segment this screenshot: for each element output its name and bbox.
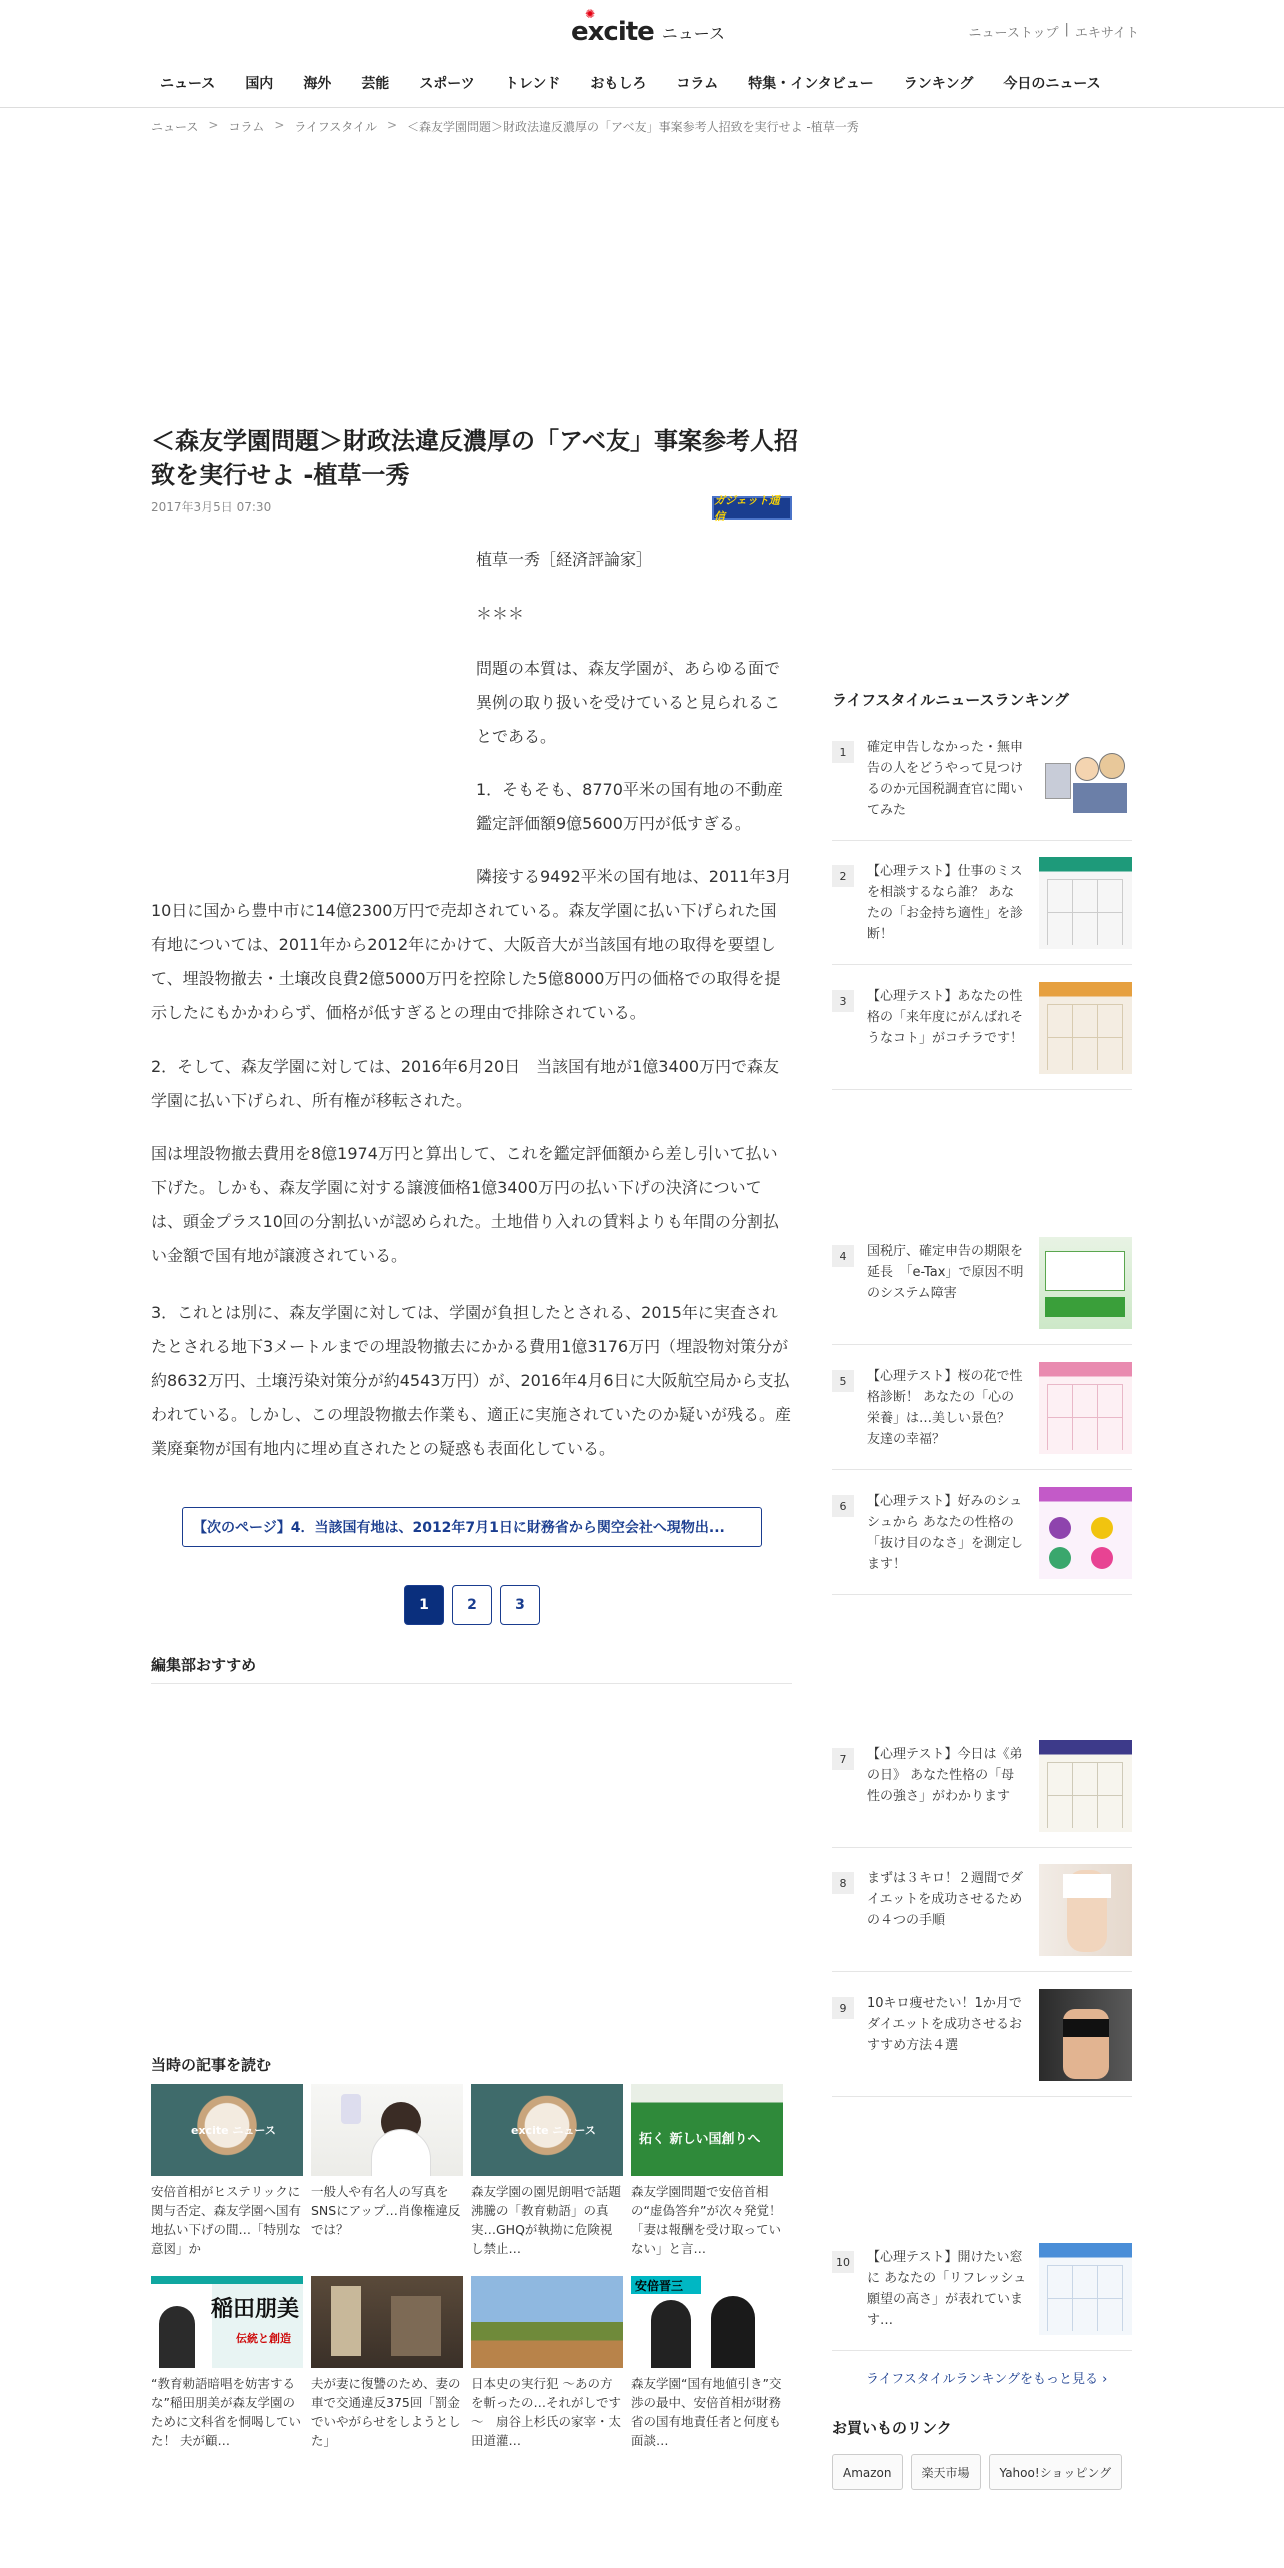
ranking-item[interactable] bbox=[832, 1362, 1132, 1470]
logo-sub: ニュース bbox=[661, 23, 725, 43]
breadcrumb-column[interactable]: コラム bbox=[228, 120, 265, 134]
article-date: 2017年3月5日 07:30 bbox=[151, 500, 272, 514]
article-thumbnail bbox=[471, 2084, 623, 2176]
thumb-caption: excite ニュース bbox=[191, 2124, 276, 2137]
excite-logo[interactable] bbox=[571, 7, 725, 52]
thumb-caption: 安倍晋三 bbox=[635, 2279, 684, 2293]
nav-trend[interactable]: トレンド bbox=[504, 76, 561, 92]
rank-thumbnail bbox=[1039, 1362, 1132, 1454]
nav-entertainment[interactable]: 芸能 bbox=[361, 76, 390, 92]
rank-number: 8 bbox=[832, 1872, 854, 1894]
source-badge[interactable]: ガジェット通信 bbox=[712, 496, 792, 520]
article-title: ＜森友学園問題＞財政法違反濃厚の「アベ友」事案参考人招致を実行せよ -植草一秀 bbox=[151, 427, 799, 489]
news-top-link[interactable]: ニューストップ bbox=[968, 26, 1059, 41]
excite-link[interactable]: エキサイト bbox=[1074, 26, 1139, 41]
nav-domestic[interactable]: 国内 bbox=[245, 76, 274, 92]
past-article-text: 一般人や有名人の写真をSNSにアップ…肖像権違反では？ bbox=[311, 2184, 461, 2237]
rank-number: 1 bbox=[832, 741, 854, 763]
article-thumbnail bbox=[311, 2276, 463, 2368]
more-ranking-link[interactable]: ライフスタイルランキングをもっと見る › bbox=[866, 2372, 1108, 2387]
ranking-item[interactable] bbox=[832, 2243, 1132, 2351]
breadcrumb-sep: > bbox=[386, 118, 398, 132]
article-paragraph: 2．そして、森友学園に対しては、2016年6月20日 当該国有地が1億3400万円で森友学園に払い下げられ、所有権が移転された。 bbox=[151, 1057, 780, 1110]
rank-thumbnail bbox=[1039, 1237, 1132, 1329]
rank-thumbnail bbox=[1039, 1864, 1132, 1956]
breadcrumb-sep: > bbox=[274, 118, 285, 132]
article-thumbnail bbox=[151, 2084, 303, 2176]
ranking-item[interactable] bbox=[832, 1740, 1132, 1848]
past-article-card[interactable] bbox=[151, 2084, 303, 2258]
breadcrumb bbox=[151, 118, 859, 135]
nav-sports[interactable]: スポーツ bbox=[419, 76, 475, 92]
past-article-text: 森友学園の園児朗唱で話題沸騰の「教育勅語」の真実…GHQが執拗に危険視し禁止… bbox=[471, 2184, 622, 2256]
rank-thumbnail bbox=[1039, 1487, 1132, 1579]
top-links bbox=[969, 22, 1139, 41]
rank-title: まずは３キロ！２週間でダイエットを成功させるための４つの手順 bbox=[867, 1871, 1024, 1928]
ranking-item[interactable] bbox=[832, 1237, 1132, 1345]
past-article-card[interactable] bbox=[471, 2084, 623, 2258]
breadcrumb-sep: > bbox=[208, 118, 219, 132]
nav-features[interactable]: 特集・インタビュー bbox=[748, 76, 874, 92]
rank-number: 6 bbox=[832, 1495, 854, 1517]
rank-number: 7 bbox=[832, 1748, 854, 1770]
rank-thumbnail bbox=[1039, 733, 1132, 825]
yahoo-shopping-link[interactable]: Yahoo!ショッピング bbox=[989, 2454, 1123, 2490]
rank-number: 3 bbox=[832, 990, 854, 1012]
article-thumbnail bbox=[471, 2276, 623, 2368]
past-article-text: 日本史の実行犯 ～あの方を斬ったの…それがしです～ 扇谷上杉氏の家宰・太田道灌… bbox=[471, 2376, 622, 2448]
article-paragraph: 1．そもそも、8770平米の国有地の不動産鑑定評価額9億5600万円が低すぎる。 bbox=[476, 780, 783, 833]
nav-funny[interactable]: おもしろ bbox=[590, 76, 647, 92]
rank-title: 【心理テスト】あなたの性格の「来年度にがんばれそうなコト」がコチラです！ bbox=[867, 989, 1024, 1046]
amazon-link[interactable]: Amazon bbox=[832, 2454, 903, 2490]
article-thumbnail bbox=[631, 2276, 783, 2368]
past-article-card[interactable] bbox=[471, 2276, 623, 2450]
rank-number: 5 bbox=[832, 1370, 854, 1392]
article-thumbnail bbox=[151, 2276, 303, 2368]
article-paragraph: 3．これとは別に、森友学園に対しては、学園が負担したとされる、2015年に実査されたとされる地下3メートルまでの埋設物撤去にかかる費用1億3176万円（埋設物対策分が約8632万円、土壌汚染対策分が約4543万円）が、2016年4月6日に大阪航空局から支払われている。しかし、この埋設物撤去作業も、適正に実施されていたのか疑いが残る。産業廃棄物が国有地内に埋め直されたとの疑惑も表面化している。 bbox=[151, 1303, 792, 1458]
global-nav bbox=[145, 70, 1116, 98]
article-thumbnail bbox=[311, 2084, 463, 2176]
article-paragraph: 隣接する9492平米の国有地は、2011年3月10日に国から豊中市に14億2300万円で売却されている。森友学園に払い下げられた国有地については、2011年から2012年にかけて、大阪音大が当該国有地の取得を要望して、埋設物撤去・土壌改良費2億5000万円を控除した5億8000万円の価格での取得を提示したにもかかわらず、価格が低すぎるとの理由で排除されている。 bbox=[151, 867, 792, 1022]
rank-thumbnail bbox=[1039, 2243, 1132, 2335]
ranking-heading: ライフスタイルニュースランキング bbox=[832, 691, 1070, 709]
past-article-card[interactable] bbox=[151, 2276, 303, 2450]
thumb-caption: 稲田朋美 bbox=[211, 2297, 300, 2322]
shopping-links bbox=[832, 2454, 1122, 2490]
rank-number: 4 bbox=[832, 1245, 854, 1267]
breadcrumb-lifestyle[interactable]: ライフスタイル bbox=[294, 120, 377, 134]
nav-world[interactable]: 海外 bbox=[303, 76, 332, 92]
rank-thumbnail bbox=[1039, 1740, 1132, 1832]
past-article-text: 森友学園“国有地値引き”交渉の最中、安倍首相が財務省の国有地責任者と何度も面談… bbox=[631, 2376, 782, 2448]
nav-news[interactable]: ニュース bbox=[160, 76, 216, 92]
past-article-card[interactable] bbox=[311, 2276, 463, 2450]
rank-number: 10 bbox=[832, 2251, 854, 2273]
next-page-link[interactable]: 【次のページ】4．当該国有地は、2012年7月1日に財務省から関空会社へ現物出... bbox=[182, 1507, 762, 1547]
thumb-caption: 伝統と創造 bbox=[236, 2332, 291, 2345]
site-header bbox=[0, 0, 1284, 108]
rank-title: 【心理テスト】好みのシュシュから あなたの性格の「抜け目のなさ」を測定します！ bbox=[867, 1494, 1024, 1572]
rank-number: 9 bbox=[832, 1997, 854, 2019]
past-articles-grid bbox=[151, 2084, 792, 2450]
rank-title: 【心理テスト】仕事のミスを相談するなら誰？ あなたの「お金持ち適性」を診断！ bbox=[867, 864, 1024, 942]
article-author: 植草一秀［経済評論家］ bbox=[476, 550, 653, 569]
shopping-heading: お買いものリンク bbox=[832, 2419, 952, 2437]
nav-today[interactable]: 今日のニュース bbox=[1003, 76, 1101, 92]
rank-thumbnail bbox=[1039, 982, 1132, 1074]
rank-thumbnail bbox=[1039, 857, 1132, 949]
ranking-item[interactable] bbox=[832, 733, 1132, 841]
pagination bbox=[404, 1585, 540, 1625]
article-paragraph: 国は埋設物撤去費用を8億1974万円と算出して、これを鑑定評価額から差し引いて払い下げた。しかも、森友学園に対する譲渡価格1億3400万円の払い下げの決済については、頭金プラス10回の分割払いが認められた。土地借り入れの賃料よりも年間の分割払い金額で国有地が譲渡されている。 bbox=[151, 1144, 779, 1265]
top-links-divider: | bbox=[1064, 22, 1069, 37]
article-paragraph: 問題の本質は、森友学園が、あらゆる面で異例の取り扱いを受けていると見られることである。 bbox=[476, 659, 781, 746]
rank-title: 国税庁、確定申告の期限を延長 「e-Tax」で原因不明のシステム障害 bbox=[867, 1244, 1024, 1301]
past-article-text: 森友学園問題で安倍首相の“虚偽答弁”が次々発覚！「妻は報酬を受け取っていない」と言… bbox=[631, 2184, 782, 2256]
logo-mark bbox=[571, 7, 654, 47]
ranking-item[interactable] bbox=[832, 1989, 1132, 2097]
logo-text: excite bbox=[571, 17, 654, 47]
past-article-card[interactable] bbox=[311, 2084, 463, 2258]
past-article-text: 夫が妻に復讐のため、妻の車で交通違反375回「罰金でいやがらせをしようとした」 bbox=[311, 2376, 461, 2448]
ranking-item[interactable] bbox=[832, 857, 1132, 965]
rank-title: 【心理テスト】桜の花で性格診断！ あなたの「心の栄養」は…美しい景色？ 友達の幸福？ bbox=[867, 1369, 1023, 1447]
past-article-text: 安倍首相がヒステリックに関与否定、森友学園へ国有地払い下げの間…「特別な意図」か bbox=[151, 2184, 302, 2256]
logo-spark-icon: ✺ bbox=[585, 7, 595, 21]
ranking-item[interactable] bbox=[832, 1487, 1132, 1595]
past-article-text: “教育勅語暗唱を妨害するな”稲田朋美が森友学園のために文科省を恫喝していた！ 夫が顧… bbox=[151, 2376, 302, 2448]
rank-number: 2 bbox=[832, 865, 854, 887]
breadcrumb-current: ＜森友学園問題＞財政法違反濃厚の「アベ友」事案参考人招致を実行せよ -植草一秀 bbox=[407, 120, 859, 134]
past-article-card[interactable] bbox=[631, 2084, 783, 2258]
page-1-button[interactable]: 1 bbox=[404, 1585, 444, 1625]
nav-column[interactable]: コラム bbox=[676, 76, 719, 92]
page-2-button[interactable]: 2 bbox=[452, 1585, 492, 1625]
ranking-item[interactable] bbox=[832, 982, 1132, 1090]
thumb-caption: excite ニュース bbox=[511, 2124, 596, 2137]
thumb-caption: 拓く 新しい国創りへ bbox=[639, 2132, 761, 2147]
rakuten-link[interactable]: 楽天市場 bbox=[911, 2454, 981, 2490]
rank-title: 【心理テスト】開けたい窓に あなたの「リフレッシュ願望の高さ」が表れています… bbox=[867, 2250, 1027, 2328]
divider bbox=[151, 1683, 792, 1684]
nav-ranking[interactable]: ランキング bbox=[903, 76, 974, 92]
recommend-heading: 編集部おすすめ bbox=[151, 1656, 257, 1674]
rank-title: 【心理テスト】今日は《弟の日》 あなた性格の「母性の強さ」がわかります bbox=[867, 1747, 1023, 1804]
breadcrumb-news[interactable]: ニュース bbox=[151, 120, 199, 134]
rank-title: 確定申告しなかった・無申告の人をどうやって見つけるのか元国税調査官に聞いてみた bbox=[867, 740, 1024, 818]
rank-thumbnail bbox=[1039, 1989, 1132, 2081]
ranking-item[interactable] bbox=[832, 1864, 1132, 1972]
article-thumbnail bbox=[631, 2084, 783, 2176]
rank-title: 10キロ痩せたい！1か月でダイエットを成功させるおすすめ方法４選 bbox=[867, 1996, 1022, 2053]
page-3-button[interactable]: 3 bbox=[500, 1585, 540, 1625]
past-article-card[interactable] bbox=[631, 2276, 783, 2450]
article-stars: ＊＊＊ bbox=[476, 604, 525, 623]
past-articles-heading: 当時の記事を読む bbox=[151, 2056, 272, 2074]
